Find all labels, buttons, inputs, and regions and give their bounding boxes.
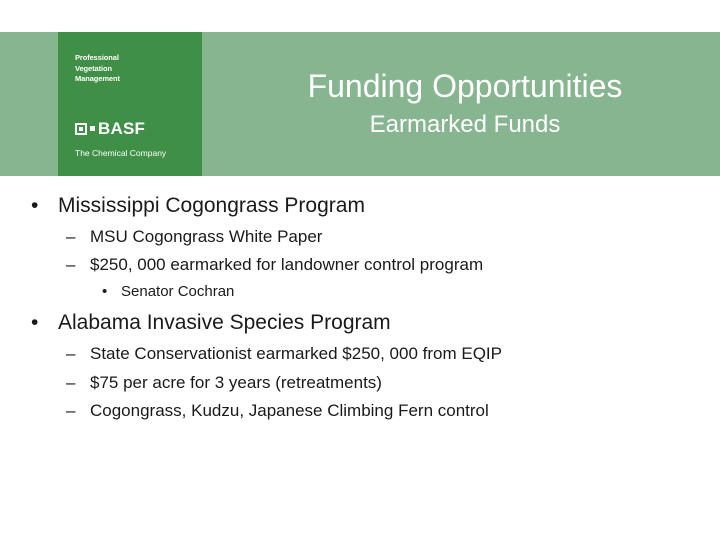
sub-bullet-earmark xyxy=(66,255,483,275)
sub-bullet-text: $75 per acre for 3 years (retreatments) xyxy=(90,373,382,392)
bullet-mississippi xyxy=(31,194,365,218)
sub-bullet-marker: – xyxy=(66,401,76,420)
sub-bullet-text: $250, 000 earmarked for landowner control program xyxy=(90,255,484,274)
logo-square-inner xyxy=(79,127,83,131)
bullet-marker: • xyxy=(31,194,39,217)
sub-bullet-text: Cogongrass, Kudzu, Japanese Climbing Fern control xyxy=(90,401,489,420)
bullet-alabama xyxy=(31,311,391,335)
sub-bullet-text: MSU Cogongrass White Paper xyxy=(90,227,323,246)
sub-bullet-white-paper xyxy=(66,227,322,247)
bullet-text: Alabama Invasive Species Program xyxy=(58,311,391,334)
bullet-text: Mississippi Cogongrass Program xyxy=(58,194,365,217)
logo-wordmark: BASF xyxy=(98,119,146,138)
logo-tagline-line: Management xyxy=(75,74,120,83)
sub-bullet-marker: – xyxy=(66,255,76,274)
logo-tagline xyxy=(75,53,195,85)
bullet-marker: • xyxy=(31,311,39,334)
slide-subtitle: Earmarked Funds xyxy=(369,111,561,138)
sub-bullet-species xyxy=(66,401,489,421)
basf-logo xyxy=(58,32,202,176)
slide-title: Funding Opportunities xyxy=(307,68,623,104)
sub-bullet-per-acre xyxy=(66,373,382,393)
sub-sub-bullet-marker: • xyxy=(102,283,108,300)
logo-tagline-line: Professional xyxy=(75,53,119,62)
logo-mark xyxy=(75,121,195,137)
sub-sub-bullet-senator xyxy=(102,283,234,300)
sub-bullet-marker: – xyxy=(66,344,76,363)
sub-sub-bullet-text: Senator Cochran xyxy=(121,283,235,300)
sub-bullet-eqip xyxy=(66,344,502,364)
logo-company-name: The Chemical Company xyxy=(75,148,167,158)
sub-bullet-marker: – xyxy=(66,227,76,246)
logo-dot-icon xyxy=(90,126,95,131)
logo-tagline-line: Vegetation xyxy=(75,63,112,73)
sub-bullet-text: State Conservationist earmarked $250, 000 from EQIP xyxy=(90,344,502,363)
logo-square-icon xyxy=(75,123,87,135)
sub-bullet-marker: – xyxy=(66,373,76,392)
